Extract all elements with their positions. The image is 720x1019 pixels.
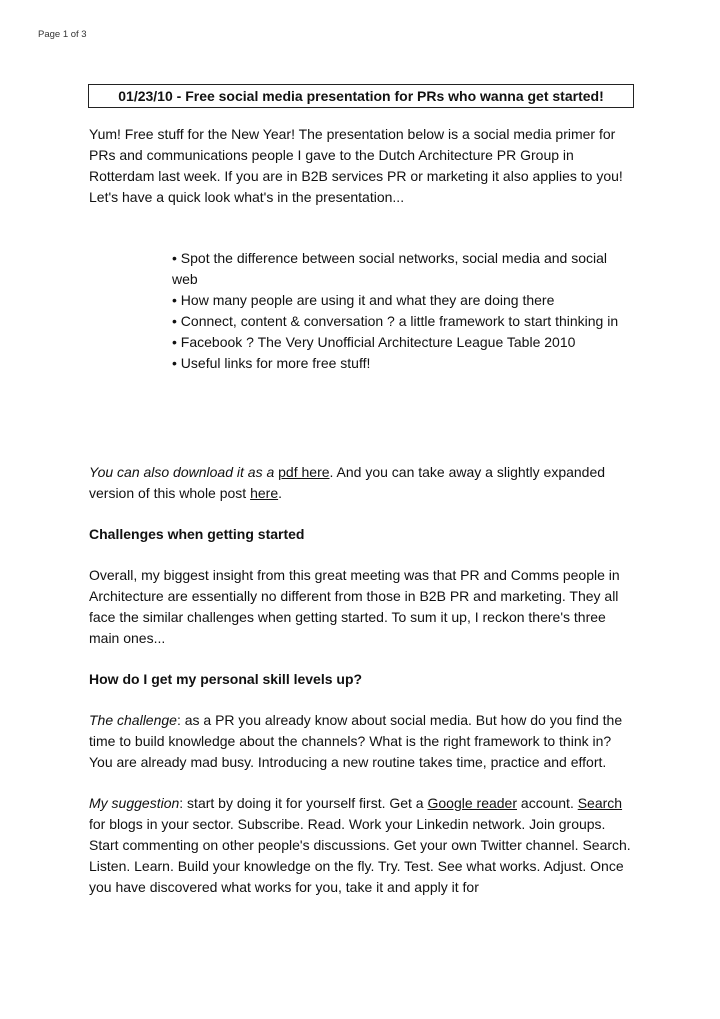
- download-lead: You can also download it as a: [89, 464, 279, 480]
- heading-skill-levels: How do I get my personal skill levels up?: [89, 671, 363, 687]
- intro-paragraph: Yum! Free stuff for the New Year! The presentation below is a social media primer for PRs and communications people I gave to the Dutch Architecture PR Group in Rotterdam last week. If you are in B2B services PR or marketing it also applies to you! Let's have a quick look what's in the presentation...: [89, 126, 623, 205]
- page-number-label: Page 1 of 3: [38, 29, 87, 40]
- suggestion-paragraph: [89, 793, 637, 898]
- list-item: • Spot the difference between social networks, social media and social web: [172, 250, 607, 287]
- search-link[interactable]: Search: [577, 795, 623, 811]
- heading-challenges: Challenges when getting started: [89, 526, 305, 542]
- post-body: [89, 124, 637, 898]
- overall-paragraph: Overall, my biggest insight from this great meeting was that PR and Comms people in Architecture are essentially no different from those in B2B PR and marketing. They all face the similar challenges when getting started. To sum it up, I reckon there's three main ones...: [89, 567, 620, 646]
- suggestion-label: My suggestion: [89, 795, 180, 811]
- download-paragraph: [89, 462, 637, 504]
- download-end: .: [278, 485, 283, 501]
- list-item: • Useful links for more free stuff!: [172, 355, 371, 371]
- list-item: • Facebook ? The Very Unofficial Architecture League Table 2010: [172, 334, 576, 350]
- challenge-text: : as a PR you already know about social media. But how do you find the time to build knowledge about the channels? What is the right framework to think in? You are already mad busy. Introducing a new routine takes time, practice and effort.: [89, 712, 623, 770]
- pdf-here-link[interactable]: pdf here: [278, 464, 330, 480]
- download-middle: . And you can take away a slightly expanded version of this whole post: [89, 464, 606, 501]
- challenge-paragraph: [89, 710, 637, 773]
- google-reader-link[interactable]: Google reader: [427, 795, 518, 811]
- suggestion-text-1: : start by doing it for yourself first. Get a: [179, 795, 428, 811]
- here-link[interactable]: here: [250, 485, 279, 501]
- list-item: • How many people are using it and what they are doing there: [172, 292, 555, 308]
- challenge-label: The challenge: [89, 712, 177, 728]
- post-title: 01/23/10 - Free social media presentation for PRs who wanna get started!: [88, 84, 634, 108]
- presentation-contents-list: [172, 248, 632, 374]
- list-item: • Connect, content & conversation ? a little framework to start thinking in: [172, 313, 619, 329]
- suggestion-text-2: account.: [517, 795, 578, 811]
- suggestion-text-3: for blogs in your sector. Subscribe. Read. Work your Linkedin network. Join groups. Start commenting on other people's discussions. Get your own Twitter channel. Search. Listen. Learn. Build your knowledge on the fly. Try. Test. See what works. Adjust. Once you have discovered what works for you, take it and apply it for: [89, 816, 631, 895]
